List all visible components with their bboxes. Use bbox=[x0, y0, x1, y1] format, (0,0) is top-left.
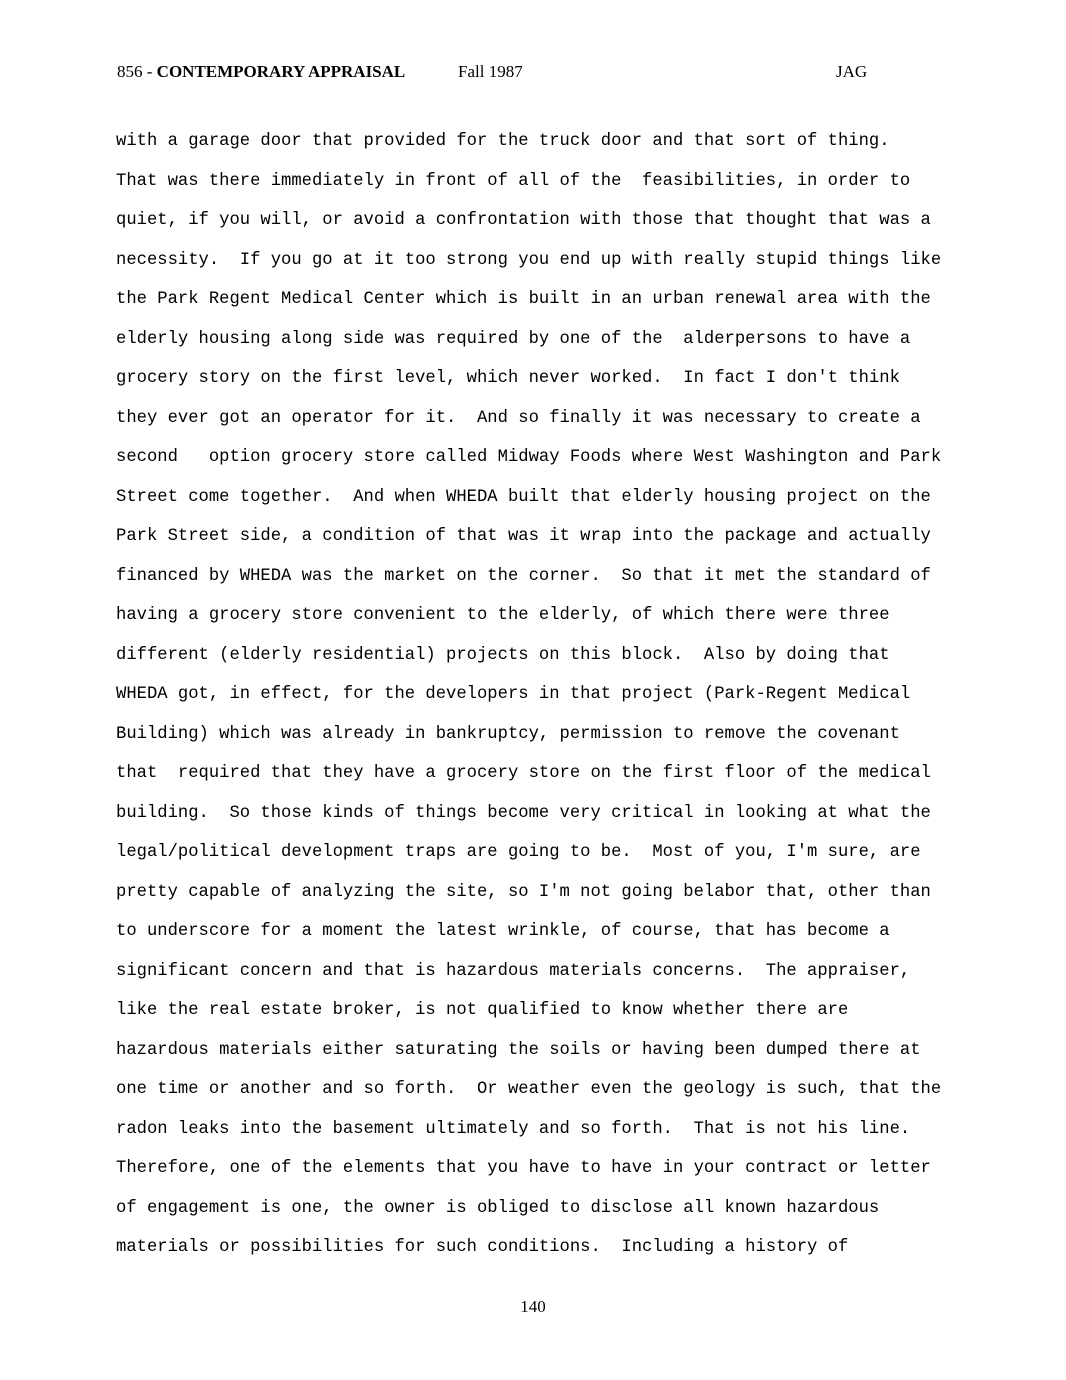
course-number: 856 - bbox=[117, 62, 157, 81]
text-line: hazardous materials either saturating the soils or having been dumped there at bbox=[116, 1040, 921, 1060]
text-line: Building) which was already in bankruptcy, permission to remove the covenant bbox=[116, 724, 900, 744]
text-line: building. So those kinds of things become very critical in looking at what the bbox=[116, 803, 931, 823]
text-line: different (elderly residential) projects on this block. Also by doing that bbox=[116, 645, 890, 665]
text-line: quiet, if you will, or avoid a confrontation with those that thought that was a bbox=[116, 211, 931, 230]
text-line: grocery story on the first level, which never worked. In fact I don't think bbox=[116, 369, 900, 388]
text-line: financed by WHEDA was the market on the corner. So that it met the standard of bbox=[116, 566, 931, 586]
text-line: significant concern and that is hazardous materials concerns. The appraiser, bbox=[116, 961, 911, 981]
text-line: WHEDA got, in effect, for the developers in that project (Park-Regent Medical bbox=[116, 685, 911, 704]
text-line: second option grocery store called Midway Foods where West Washington and Park bbox=[116, 448, 942, 467]
text-line: one time or another and so forth. Or weather even the geology is such, that the bbox=[116, 1080, 942, 1099]
text-line: That was there immediately in front of all of the feasibilities, in order to bbox=[116, 171, 911, 191]
course-title: CONTEMPORARY APPRAISAL bbox=[156, 62, 406, 81]
text-line: having a grocery store convenient to the elderly, of which there were three bbox=[116, 606, 890, 625]
text-line: elderly housing along side was required by one of the alderpersons to have a bbox=[116, 329, 911, 349]
text-line: that required that they have a grocery store on the first floor of the medical bbox=[116, 764, 931, 783]
author-initials: JAG bbox=[836, 62, 868, 81]
text-line: like the real estate broker, is not qualified to know whether there are bbox=[116, 1001, 849, 1020]
text-line: necessity. If you go at it too strong you end up with really stupid things like bbox=[116, 250, 942, 270]
text-line: radon leaks into the basement ultimately and so forth. That is not his line. bbox=[116, 1119, 911, 1139]
text-line: Street come together. And when WHEDA built that elderly housing project on the bbox=[116, 487, 931, 507]
text-line: Therefore, one of the elements that you have to have in your contract or letter bbox=[116, 1159, 931, 1178]
text-line: materials or possibilities for such conditions. Including a history of bbox=[116, 1238, 849, 1257]
text-line: Park Street side, a condition of that was it wrap into the package and actually bbox=[116, 527, 931, 546]
page-number: 140 bbox=[520, 1297, 546, 1316]
text-line: pretty capable of analyzing the site, so I'm not going belabor that, other than bbox=[116, 882, 931, 902]
text-line: they ever got an operator for it. And so finally it was necessary to create a bbox=[116, 408, 921, 428]
text-line: legal/political development traps are going to be. Most of you, I'm sure, are bbox=[116, 843, 921, 862]
text-line: with a garage door that provided for the truck door and that sort of thing. bbox=[116, 132, 890, 151]
text-line: to underscore for a moment the latest wrinkle, of course, that has become a bbox=[116, 922, 890, 941]
course-label bbox=[117, 62, 405, 82]
transcript-body bbox=[116, 122, 1016, 1268]
text-line: the Park Regent Medical Center which is built in an urban renewal area with the bbox=[116, 290, 931, 309]
page-header bbox=[117, 62, 877, 86]
term-label: Fall 1987 bbox=[458, 62, 523, 81]
text-line: of engagement is one, the owner is obliged to disclose all known hazardous bbox=[116, 1198, 880, 1218]
